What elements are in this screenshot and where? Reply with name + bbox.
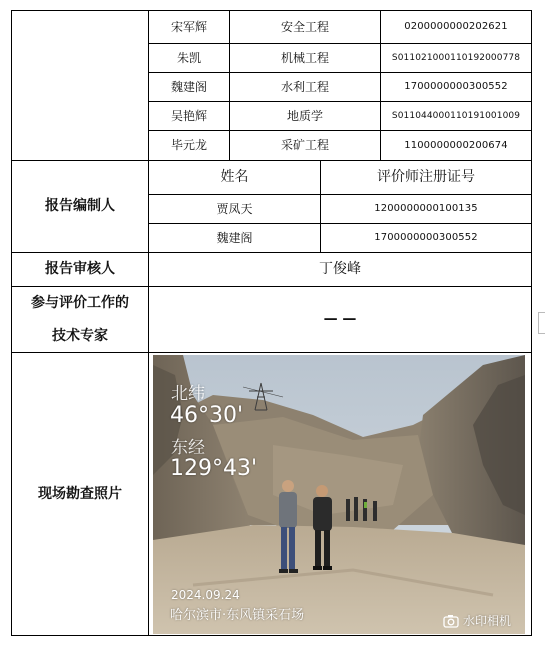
expert-name: 毕元龙: [170, 138, 207, 153]
expert-field: 地质学: [286, 108, 323, 123]
reviewer-name: 丁俊峰: [319, 261, 361, 278]
page-edge-marker: [538, 312, 545, 334]
photo-date: 2024.09.24: [171, 588, 240, 602]
expert-cert: S011021000110192000778: [391, 52, 521, 63]
expert-field: 采矿工程: [280, 138, 329, 153]
tech-expert-label: [12, 287, 148, 352]
tech-expert-value: — —: [323, 311, 357, 328]
reviewer-label: 报告审核人: [45, 261, 115, 278]
longitude-value: 129°43': [170, 456, 258, 481]
camera-icon: [443, 614, 459, 628]
expert-cert: 0200000000202621: [404, 21, 508, 32]
expert-name: 魏建阁: [170, 79, 207, 94]
latitude-value: 46°30': [170, 403, 244, 428]
watermark-camera: [443, 612, 511, 629]
compiler-cert: 1700000000300552: [374, 232, 478, 243]
expert-field: 机械工程: [280, 50, 329, 65]
expert-field: 安全工程: [280, 19, 329, 34]
expert-cert: 1100000000200674: [404, 139, 508, 151]
expert-field: 水利工程: [280, 79, 329, 94]
tech-expert-label-line1: 参与评价工作的: [31, 295, 129, 312]
compiler-name-header: 姓名: [220, 169, 249, 186]
compiler-cert-header: 评价师注册证号: [377, 169, 475, 186]
site-photo-label: 现场勘查照片: [38, 485, 122, 502]
watermark-text: 水印相机: [463, 614, 512, 628]
compiler-name: 贾凤天: [216, 201, 253, 216]
compiler-label: 报告编制人: [45, 198, 115, 215]
compiler-name: 魏建阁: [216, 230, 253, 245]
expert-name: 吴艳辉: [170, 108, 207, 123]
photo-location: 哈尔滨市·东风镇采石场: [170, 608, 305, 623]
expert-name: 朱凯: [176, 50, 201, 65]
longitude-label: 东经: [171, 438, 205, 458]
site-photo: [153, 355, 525, 634]
expert-cert: 1700000000300552: [404, 81, 508, 92]
compiler-cert: 1200000000100135: [374, 203, 478, 214]
expert-name: 宋军辉: [170, 19, 207, 34]
tech-expert-label-line2: 技术专家: [52, 327, 108, 344]
latitude-label: 北纬: [171, 384, 205, 404]
expert-cert: S011044000110191001009: [391, 110, 521, 121]
